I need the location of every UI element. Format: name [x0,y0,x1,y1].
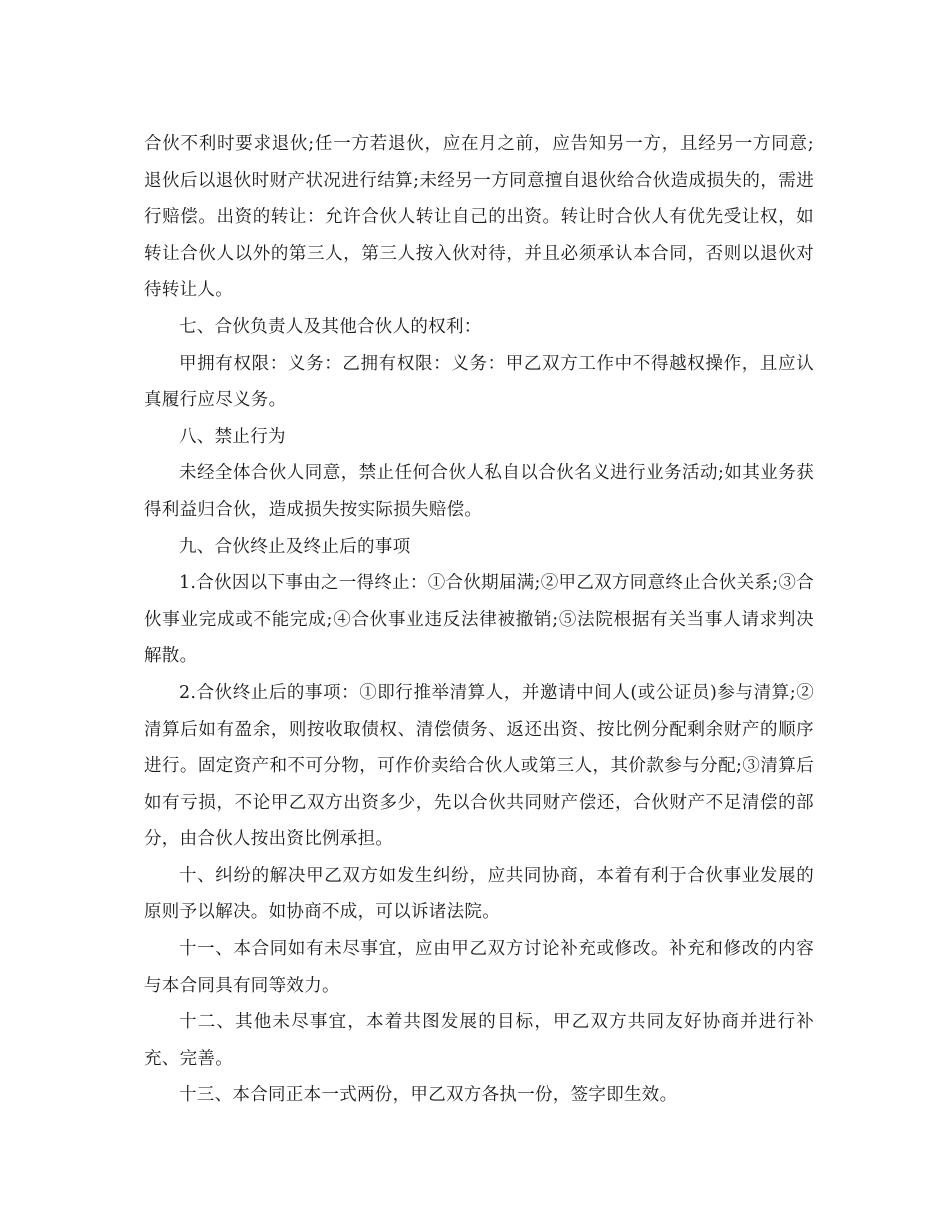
section-heading-partner-rights: 七、合伙负责人及其他合伙人的权利： [179,316,482,337]
section-heading-termination: 九、合伙终止及终止后的事项 [179,536,411,557]
document-body [144,126,814,1114]
paragraph-dispute-resolution: 十、纠纷的解决甲乙双方如发生纠纷，应共同协商，本着有利于合伙事业发展的原则予以解决。如协商不成，可以诉诸法院。 [144,865,814,923]
paragraph-supplementary-terms: 十一、本合同如有未尽事宜，应由甲乙双方讨论补充或修改。补充和修改的内容与本合同具有同等效力。 [144,939,814,996]
paragraph-termination-causes: 1.合伙因以下事由之一得终止：①合伙期届满;②甲乙双方同意终止合伙关系;③合伙事业完成或不能完成;④合伙事业违反法律被撤销;⑤法院根据有关当事人请求判决解散。 [144,573,814,667]
section-heading-prohibited-acts: 八、禁止行为 [179,426,286,447]
paragraph-copies-and-effect: 十三、本合同正本一式两份，甲乙双方各执一份，签字即生效。 [179,1085,678,1106]
paragraph-termination-matters: 2.合伙终止后的事项：①即行推举清算人，并邀请中间人(或公证员)参与清算;②清算后如有盈余，则按收取债权、清偿债务、返还出资、按比例分配剩余财产的顺序进行。固定资产和不可分物，可作价卖给合伙人或第三人，其价款参与分配;③清算后如有亏损，不论甲乙双方出资多少，先以合伙共同财产偿还，合伙财产不足清偿的部分，由合伙人按出资比例承担。 [144,682,814,850]
paragraph-withdrawal-and-transfer: 合伙不利时要求退伙;任一方若退伙，应在月之前，应告知另一方，且经另一方同意;退伙后以退伙时财产状况进行结算;未经另一方同意擅自退伙给合伙造成损失的，需进行赔偿。出资的转让：允许合伙人转让自己的出资。转让时合伙人有优先受让权，如转让合伙人以外的第三人，第三人按入伙对待，并且必须承认本合同，否则以退伙对待转让人。 [144,134,814,301]
paragraph-other-matters: 十二、其他未尽事宜，本着共图发展的目标，甲乙双方共同友好协商并进行补充、完善。 [144,1012,814,1069]
paragraph-prohibited-acts: 未经全体合伙人同意，禁止任何合伙人私自以合伙名义进行业务活动;如其业务获得利益归合伙，造成损失按实际损失赔偿。 [144,463,814,520]
paragraph-partner-rights: 甲拥有权限：义务：乙拥有权限：义务：甲乙双方工作中不得越权操作，且应认真履行应尽义务。 [144,353,814,411]
